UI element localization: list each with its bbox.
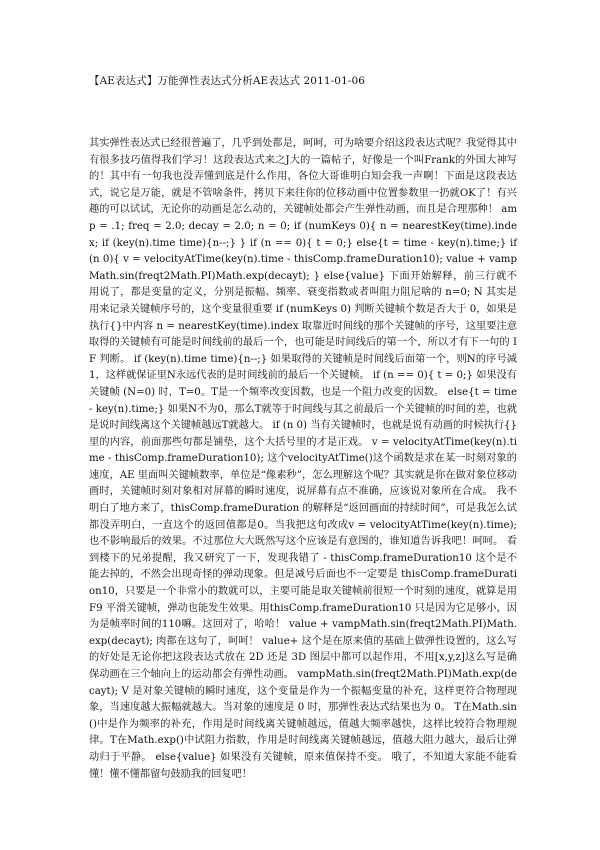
document-title: 【AE表达式】万能弹性表达式分析AE表达式 2011-01-06 — [89, 75, 366, 87]
document-body-paragraph: 其实弹性表达式已经很普遍了，几乎到处都是，呵呵，可为啥要介绍这段表达式呢？我觉得其中有很多技巧值得我们学习！这段表达式来之J大的一篇帖子，好像是一个叫Frank的外国大神写的！其中有一句我也没弄懂到底是什么作用，各位大哥谁明白知会我一声啊！下面是这段表达式，说它是万能，就是不管啥条件，拷贝下来往你的位移动画中位置参数里一扔就OK了！有兴趣的可以试试，无论你的动画是怎么动的，关键帧处都会产生弹性动画，而且是合理那种！ amp = .1; freq = 2.0; decay = 2.0; n = 0; if (numKeys 0){ n = nearestKey(time).index; if (key(n).time time){n--;} } if (n == 0){ t = 0;} else{t = time - key(n).time;} if (n 0){ v = velocityAtTime(key(n).time - thisComp.frameDuration10); value + vampMath.sin(freqt2Math.PI)Math.exp(decayt); } else{value} 下面开始解释，前三行就不用说了，都是变量的定义，分别是振幅、频率、衰变指数或者叫阻力阻尼啥的 n=0; N 其实是用来记录关键帧序号的，这个变量很重要 if (numKeys 0) 判断关键帧个数是否大于 0，如果是执行{}中内容 n = nearestKey(time).index 取靠近时间线的那个关键帧的序号，这里要注意取得的关键帧有可能是时间线前的最后一个，也可能是时间线后的第一个，所以才有下一句的 IF 判断。 if (key(n).time time){n--;} 如果取得的关键帧是时间线后面第一个，则N的序号减1，这样就保证里N永远代表的是时间线前的最后一个关键帧。 if (n == 0){ t = 0;} 如果没有关键帧 (N=0) 时，T=0。T是一个频率改变因数，也是一个阻力改变的因数。 else{t = time - key(n).time;} 如果N不为0，那么T就等于时间线与其之前最后一个关键帧的时间的差，也就是说时间线离这个关键帧越远T就越大。 if (n 0) 当有关键帧时，也就是说有动画的时候执行{}里的内容，前面那些句都是铺垫，这个大括号里的才是正戏。 v = velocityAtTime(key(n).time - thisComp.frameDuration10); 这个velocityAtTime()这个函数是求在某一时刻对象的速度，AE 里面叫关键帧数率，单位是“像素秒”，怎么理解这个呢？其实就是你在做对象位移动画时，关键帧时刻对象相对屏幕的瞬时速度，说屏幕有点不准确，应该说对象所在合成。 我不明白了地方来了，thisComp.frameDuration 的解释是“返回画面的持续时间”，可是我怎么试都没弄明白，一直这个的返回值都是0。当我把这句改成v = velocityAtTime(key(n).time); 也不影响最后的效果。不过那位大大既然写这个应该是有意图的，谁知道告诉我吧！呵呵。 看到楼下的兄弟提醒，我又研究了一下，发现我错了 - thisComp.frameDuration10 这个是不能去掉的，不然会出现奇怪的弹动现象。但是减号后面也不一定要是 thisComp.frameDuration10，只要是一个非常小的数就可以，主要可能是取关键帧前很短一个时刻的速度，就算是用 F9 平滑关键帧，弹动也能发生效果。用thisComp.frameDuration10 只是因为它足够小，因为是帧率时间的110嘛。这回对了，哈哈！ value + vampMath.sin(freqt2Math.PI)Math.exp(decayt); 肉都在这句了，呵呵！ value+ 这个是在原来值的基础上做弹性设置的，这么写的好处是无论你把这段表达式放在 2D 还是 3D 图层中都可以起作用，不用[x,y,z]这么写是确保动画在三个轴向上的运动都会有弹性动画。 vampMath.sin(freqt2Math.PI)Math.exp(decayt); V 是对象关键帧的瞬时速度，这个变量是作为一个振幅变量的补充，这样更符合物理现象，当速度越大振幅就越大。当对象的速度是 0 时，那弹性表达式结果也为 0。 T在Math.sin()中是作为频率的补充，作用是时间线离关键帧越远，值越大频率越快，这样比较符合物理规律。T在Math.exp()中试阻力指数，作用是时间线离关键帧越远，值越大阻力越大，最后让弹动归于平静。 else{value} 如果没有关键帧，原来值保持不变。 哦了，不知道大家能不能看懂！懂不懂都留句鼓励我的回复吧！ — [89, 138, 517, 780]
